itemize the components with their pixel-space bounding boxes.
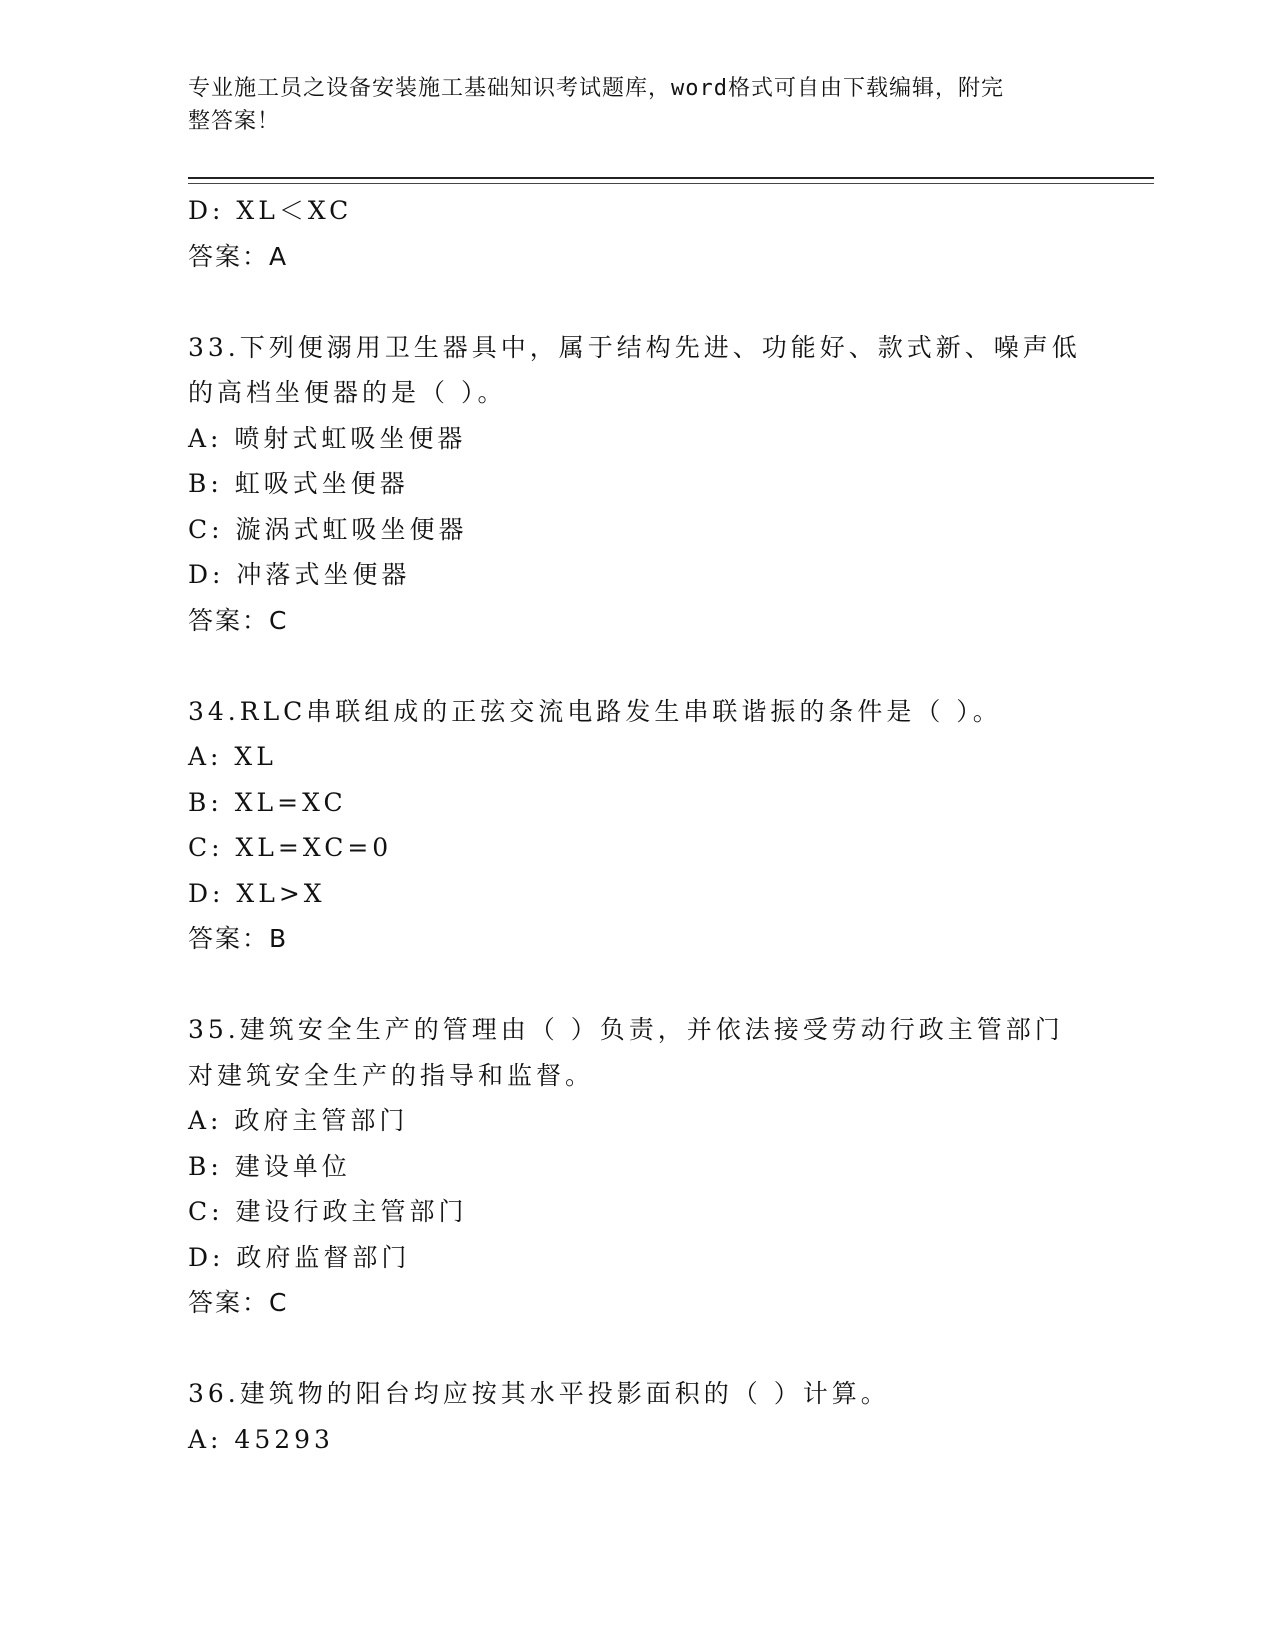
spacer	[188, 962, 1088, 1008]
question-34	[188, 689, 1088, 962]
prev-answer: 答案：A	[188, 241, 289, 271]
q35-stem-line-1: 35.建筑安全生产的管理由（ ）负责，并依法接受劳动行政主管部门	[188, 1015, 1064, 1044]
prev-option-d: D: XL＜XC	[188, 196, 353, 225]
question-36	[188, 1371, 1088, 1462]
q35-answer: 答案：C	[188, 1288, 289, 1317]
q35-option-b: B: 建设单位	[188, 1151, 351, 1181]
q33-option-d: D: 冲落式坐便器	[188, 560, 411, 589]
q35-option-d: D: 政府监督部门	[188, 1242, 411, 1272]
q35-stem-line-2: 对建筑安全生产的指导和监督。	[188, 1060, 595, 1090]
question-33	[188, 325, 1088, 644]
header-rule-thin	[188, 183, 1154, 184]
question-35	[188, 1007, 1088, 1326]
header-line-1: 专业施工员之设备安装施工基础知识考试题库，word格式可自由下载编辑，附完	[188, 76, 1004, 101]
q33-option-c: C: 漩涡式虹吸坐便器	[188, 514, 468, 544]
q34-option-c: C: XL=XC=0	[188, 833, 393, 862]
document-header	[188, 72, 1068, 138]
q34-option-b: B: XL=XC	[188, 787, 347, 817]
spacer	[188, 643, 1088, 689]
q33-stem-line-1: 33.下列便溺用卫生器具中，属于结构先进、功能好、款式新、噪声低	[188, 332, 1081, 362]
q34-option-d: D: XL>X	[188, 878, 326, 908]
spacer	[188, 1326, 1088, 1372]
spacer	[188, 279, 1088, 325]
q35-option-a: A: 政府主管部门	[188, 1106, 409, 1135]
q34-option-a: A: XL	[188, 742, 277, 771]
q34-answer: 答案：B	[188, 924, 289, 953]
q34-stem-line-1: 34.RLC串联组成的正弦交流电路发生串联谐振的条件是（ ）。	[188, 696, 1002, 726]
exam-content	[188, 188, 1088, 1462]
q33-answer: 答案：C	[188, 605, 289, 635]
q36-option-a: A: 45293	[188, 1424, 334, 1454]
q33-stem-line-2: 的高档坐便器的是（ ）。	[188, 378, 507, 407]
q33-option-a: A: 喷射式虹吸坐便器	[188, 423, 467, 453]
header-line-2: 整答案！	[188, 109, 281, 134]
q33-option-b: B: 虹吸式坐便器	[188, 469, 409, 498]
q36-stem-line-1: 36.建筑物的阳台均应按其水平投影面积的（ ）计算。	[188, 1379, 890, 1408]
header-rule-thick	[188, 177, 1154, 179]
q35-option-c: C: 建设行政主管部门	[188, 1197, 468, 1226]
